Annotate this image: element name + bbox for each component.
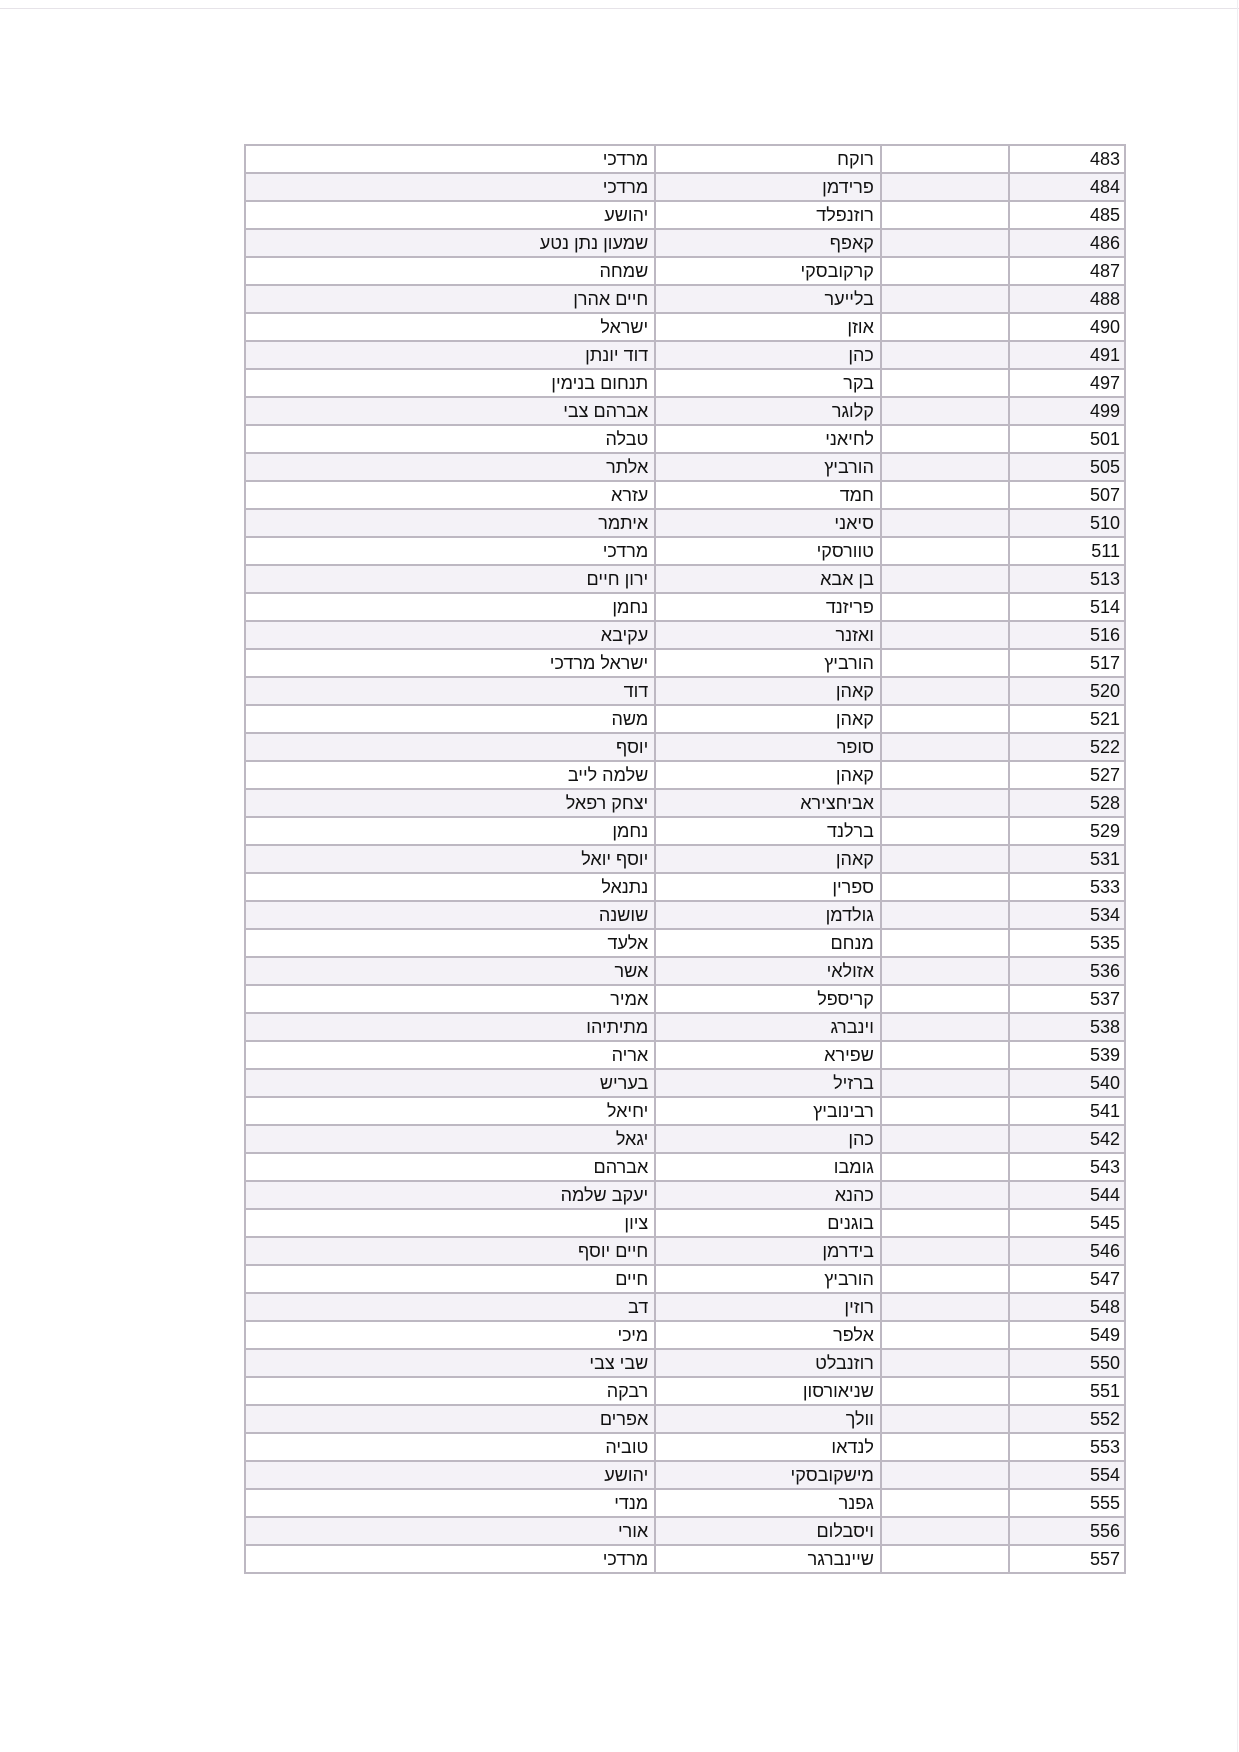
first-name-cell: משה: [246, 706, 656, 734]
first-name-cell: יוסף: [246, 734, 656, 762]
last-name-cell: גפנר: [656, 1490, 882, 1518]
number-cell: 514: [1010, 594, 1126, 622]
table-row: [246, 1294, 1126, 1322]
table-row: [246, 818, 1126, 846]
number-cell: 540: [1010, 1070, 1126, 1098]
first-name-cell: יחיאל: [246, 1098, 656, 1126]
first-name-cell: יהושע: [246, 202, 656, 230]
number-cell: 543: [1010, 1154, 1126, 1182]
first-name-cell: חיים יוסף: [246, 1238, 656, 1266]
table-row: [246, 1182, 1126, 1210]
last-name-cell: טוורסקי: [656, 538, 882, 566]
number-cell: 555: [1010, 1490, 1126, 1518]
table-row: [246, 1406, 1126, 1434]
number-cell: 542: [1010, 1126, 1126, 1154]
empty-cell: [882, 594, 1010, 622]
table-row: [246, 986, 1126, 1014]
last-name-cell: קלוגר: [656, 398, 882, 426]
last-name-cell: ברלנד: [656, 818, 882, 846]
last-name-cell: קאהן: [656, 706, 882, 734]
empty-cell: [882, 1070, 1010, 1098]
number-cell: 548: [1010, 1294, 1126, 1322]
empty-cell: [882, 1322, 1010, 1350]
number-cell: 522: [1010, 734, 1126, 762]
first-name-cell: אלתר: [246, 454, 656, 482]
number-cell: 511: [1010, 538, 1126, 566]
last-name-cell: קריספל: [656, 986, 882, 1014]
number-cell: 536: [1010, 958, 1126, 986]
empty-cell: [882, 1182, 1010, 1210]
empty-cell: [882, 482, 1010, 510]
last-name-cell: בן אבא: [656, 566, 882, 594]
first-name-cell: שושנה: [246, 902, 656, 930]
last-name-cell: בוגנים: [656, 1210, 882, 1238]
empty-cell: [882, 622, 1010, 650]
table-row: [246, 1518, 1126, 1546]
first-name-cell: שבי צבי: [246, 1350, 656, 1378]
empty-cell: [882, 1350, 1010, 1378]
number-cell: 487: [1010, 258, 1126, 286]
number-cell: 557: [1010, 1546, 1126, 1574]
table-row: [246, 342, 1126, 370]
first-name-cell: ישראל מרדכי: [246, 650, 656, 678]
table-row: [246, 678, 1126, 706]
last-name-cell: רוקח: [656, 146, 882, 174]
table-row: [246, 1266, 1126, 1294]
table-row: [246, 258, 1126, 286]
empty-cell: [882, 1210, 1010, 1238]
last-name-cell: ויסבלום: [656, 1518, 882, 1546]
empty-cell: [882, 258, 1010, 286]
last-name-cell: אביחצירא: [656, 790, 882, 818]
first-name-cell: אלעד: [246, 930, 656, 958]
last-name-cell: קאהן: [656, 762, 882, 790]
number-cell: 549: [1010, 1322, 1126, 1350]
empty-cell: [882, 706, 1010, 734]
empty-cell: [882, 370, 1010, 398]
number-cell: 539: [1010, 1042, 1126, 1070]
table-row: [246, 370, 1126, 398]
last-name-cell: רוזנפלד: [656, 202, 882, 230]
first-name-cell: מיכי: [246, 1322, 656, 1350]
empty-cell: [882, 790, 1010, 818]
first-name-cell: ירון חיים: [246, 566, 656, 594]
last-name-cell: הורביץ: [656, 650, 882, 678]
table-row: [246, 230, 1126, 258]
number-cell: 529: [1010, 818, 1126, 846]
number-cell: 545: [1010, 1210, 1126, 1238]
empty-cell: [882, 930, 1010, 958]
empty-cell: [882, 1098, 1010, 1126]
table-row: [246, 426, 1126, 454]
first-name-cell: אורי: [246, 1518, 656, 1546]
last-name-cell: אזולאי: [656, 958, 882, 986]
first-name-cell: נתנאל: [246, 874, 656, 902]
last-name-cell: וולך: [656, 1406, 882, 1434]
number-cell: 554: [1010, 1462, 1126, 1490]
table-row: [246, 734, 1126, 762]
last-name-cell: פריזנד: [656, 594, 882, 622]
number-cell: 497: [1010, 370, 1126, 398]
table-row: [246, 622, 1126, 650]
first-name-cell: רבקה: [246, 1378, 656, 1406]
page-top-rule: [0, 8, 1239, 9]
first-name-cell: טוביה: [246, 1434, 656, 1462]
number-cell: 544: [1010, 1182, 1126, 1210]
last-name-cell: לנדאו: [656, 1434, 882, 1462]
last-name-cell: מישקובסקי: [656, 1462, 882, 1490]
empty-cell: [882, 566, 1010, 594]
table-row: [246, 1210, 1126, 1238]
number-cell: 491: [1010, 342, 1126, 370]
last-name-cell: ואזנר: [656, 622, 882, 650]
first-name-cell: מנדי: [246, 1490, 656, 1518]
last-name-cell: ספרין: [656, 874, 882, 902]
number-cell: 510: [1010, 510, 1126, 538]
first-name-cell: מרדכי: [246, 538, 656, 566]
number-cell: 501: [1010, 426, 1126, 454]
empty-cell: [882, 1238, 1010, 1266]
empty-cell: [882, 846, 1010, 874]
empty-cell: [882, 1042, 1010, 1070]
empty-cell: [882, 818, 1010, 846]
last-name-cell: קאהן: [656, 846, 882, 874]
first-name-cell: יוסף יואל: [246, 846, 656, 874]
first-name-cell: שמחה: [246, 258, 656, 286]
last-name-cell: בלייער: [656, 286, 882, 314]
number-cell: 499: [1010, 398, 1126, 426]
number-cell: 490: [1010, 314, 1126, 342]
first-name-cell: אברהם: [246, 1154, 656, 1182]
table-row: [246, 650, 1126, 678]
first-name-cell: איתמר: [246, 510, 656, 538]
first-name-cell: דב: [246, 1294, 656, 1322]
first-name-cell: מרדכי: [246, 1546, 656, 1574]
table-row: [246, 1546, 1126, 1574]
last-name-cell: סופר: [656, 734, 882, 762]
first-name-cell: ישראל: [246, 314, 656, 342]
number-cell: 551: [1010, 1378, 1126, 1406]
last-name-cell: הורביץ: [656, 454, 882, 482]
empty-cell: [882, 1490, 1010, 1518]
first-name-cell: אמיר: [246, 986, 656, 1014]
first-name-cell: בעריש: [246, 1070, 656, 1098]
first-name-cell: חיים: [246, 1266, 656, 1294]
table-row: [246, 1490, 1126, 1518]
table-row: [246, 510, 1126, 538]
last-name-cell: שפירא: [656, 1042, 882, 1070]
first-name-cell: אריה: [246, 1042, 656, 1070]
empty-cell: [882, 986, 1010, 1014]
last-name-cell: סיאני: [656, 510, 882, 538]
empty-cell: [882, 426, 1010, 454]
table-row: [246, 1098, 1126, 1126]
empty-cell: [882, 342, 1010, 370]
first-name-cell: אשר: [246, 958, 656, 986]
empty-cell: [882, 1154, 1010, 1182]
last-name-cell: לחיאני: [656, 426, 882, 454]
names-table: [244, 144, 1126, 1574]
last-name-cell: גולדמן: [656, 902, 882, 930]
table-row: [246, 902, 1126, 930]
last-name-cell: פרידמן: [656, 174, 882, 202]
last-name-cell: שניאורסון: [656, 1378, 882, 1406]
empty-cell: [882, 202, 1010, 230]
first-name-cell: אברהם צבי: [246, 398, 656, 426]
table-row: [246, 202, 1126, 230]
number-cell: 521: [1010, 706, 1126, 734]
last-name-cell: גומבו: [656, 1154, 882, 1182]
number-cell: 527: [1010, 762, 1126, 790]
empty-cell: [882, 1462, 1010, 1490]
last-name-cell: קאפף: [656, 230, 882, 258]
table-row: [246, 1378, 1126, 1406]
first-name-cell: עזרא: [246, 482, 656, 510]
first-name-cell: חיים אהרן: [246, 286, 656, 314]
table-row: [246, 1042, 1126, 1070]
number-cell: 485: [1010, 202, 1126, 230]
number-cell: 535: [1010, 930, 1126, 958]
empty-cell: [882, 1294, 1010, 1322]
empty-cell: [882, 1434, 1010, 1462]
number-cell: 507: [1010, 482, 1126, 510]
empty-cell: [882, 958, 1010, 986]
last-name-cell: מנחם: [656, 930, 882, 958]
last-name-cell: כהן: [656, 342, 882, 370]
table-row: [246, 482, 1126, 510]
number-cell: 488: [1010, 286, 1126, 314]
last-name-cell: ברזיל: [656, 1070, 882, 1098]
first-name-cell: מרדכי: [246, 174, 656, 202]
empty-cell: [882, 734, 1010, 762]
empty-cell: [882, 874, 1010, 902]
last-name-cell: כהנא: [656, 1182, 882, 1210]
number-cell: 531: [1010, 846, 1126, 874]
number-cell: 517: [1010, 650, 1126, 678]
number-cell: 528: [1010, 790, 1126, 818]
first-name-cell: יהושע: [246, 1462, 656, 1490]
table-row: [246, 314, 1126, 342]
table-row: [246, 1350, 1126, 1378]
last-name-cell: אלפר: [656, 1322, 882, 1350]
empty-cell: [882, 398, 1010, 426]
empty-cell: [882, 1378, 1010, 1406]
empty-cell: [882, 678, 1010, 706]
empty-cell: [882, 510, 1010, 538]
first-name-cell: טבלה: [246, 426, 656, 454]
first-name-cell: תנחום בנימין: [246, 370, 656, 398]
first-name-cell: נחמן: [246, 594, 656, 622]
last-name-cell: רוזנבלט: [656, 1350, 882, 1378]
number-cell: 534: [1010, 902, 1126, 930]
last-name-cell: קאהן: [656, 678, 882, 706]
number-cell: 484: [1010, 174, 1126, 202]
table-row: [246, 1154, 1126, 1182]
table-row: [246, 874, 1126, 902]
empty-cell: [882, 1126, 1010, 1154]
first-name-cell: אפרים: [246, 1406, 656, 1434]
number-cell: 538: [1010, 1014, 1126, 1042]
number-cell: 486: [1010, 230, 1126, 258]
first-name-cell: יעקב שלמה: [246, 1182, 656, 1210]
number-cell: 553: [1010, 1434, 1126, 1462]
table-row: [246, 594, 1126, 622]
last-name-cell: קרקובסקי: [656, 258, 882, 286]
table-row: [246, 538, 1126, 566]
table-row: [246, 706, 1126, 734]
table-row: [246, 1462, 1126, 1490]
first-name-cell: שלמה לייב: [246, 762, 656, 790]
number-cell: 552: [1010, 1406, 1126, 1434]
table-row: [246, 1238, 1126, 1266]
empty-cell: [882, 230, 1010, 258]
first-name-cell: מרדכי: [246, 146, 656, 174]
table-row: [246, 1434, 1126, 1462]
table-row: [246, 1070, 1126, 1098]
number-cell: 556: [1010, 1518, 1126, 1546]
empty-cell: [882, 146, 1010, 174]
empty-cell: [882, 762, 1010, 790]
number-cell: 533: [1010, 874, 1126, 902]
last-name-cell: חמד: [656, 482, 882, 510]
table-row: [246, 398, 1126, 426]
empty-cell: [882, 538, 1010, 566]
last-name-cell: כהן: [656, 1126, 882, 1154]
last-name-cell: רוזין: [656, 1294, 882, 1322]
table-row: [246, 1322, 1126, 1350]
last-name-cell: הורביץ: [656, 1266, 882, 1294]
table-row: [246, 286, 1126, 314]
first-name-cell: נחמן: [246, 818, 656, 846]
empty-cell: [882, 902, 1010, 930]
number-cell: 483: [1010, 146, 1126, 174]
last-name-cell: שיינברגר: [656, 1546, 882, 1574]
first-name-cell: שמעון נתן נטע: [246, 230, 656, 258]
first-name-cell: דוד: [246, 678, 656, 706]
table-row: [246, 762, 1126, 790]
last-name-cell: בידרמן: [656, 1238, 882, 1266]
names-table-body: [246, 146, 1126, 1574]
last-name-cell: וינברג: [656, 1014, 882, 1042]
number-cell: 541: [1010, 1098, 1126, 1126]
table-row: [246, 454, 1126, 482]
number-cell: 547: [1010, 1266, 1126, 1294]
number-cell: 505: [1010, 454, 1126, 482]
empty-cell: [882, 454, 1010, 482]
empty-cell: [882, 1266, 1010, 1294]
empty-cell: [882, 1406, 1010, 1434]
empty-cell: [882, 286, 1010, 314]
first-name-cell: יגאל: [246, 1126, 656, 1154]
number-cell: 550: [1010, 1350, 1126, 1378]
table-row: [246, 958, 1126, 986]
page-right-rule: [1237, 0, 1238, 1752]
empty-cell: [882, 174, 1010, 202]
table-row: [246, 1014, 1126, 1042]
empty-cell: [882, 1518, 1010, 1546]
first-name-cell: דוד יונתן: [246, 342, 656, 370]
number-cell: 516: [1010, 622, 1126, 650]
number-cell: 513: [1010, 566, 1126, 594]
table-row: [246, 846, 1126, 874]
number-cell: 520: [1010, 678, 1126, 706]
first-name-cell: מתיתיהו: [246, 1014, 656, 1042]
table-row: [246, 146, 1126, 174]
empty-cell: [882, 314, 1010, 342]
table-row: [246, 566, 1126, 594]
table-row: [246, 930, 1126, 958]
empty-cell: [882, 1546, 1010, 1574]
table-row: [246, 790, 1126, 818]
first-name-cell: ציון: [246, 1210, 656, 1238]
last-name-cell: בקר: [656, 370, 882, 398]
first-name-cell: עקיבא: [246, 622, 656, 650]
table-row: [246, 174, 1126, 202]
first-name-cell: יצחק רפאל: [246, 790, 656, 818]
last-name-cell: אוזן: [656, 314, 882, 342]
last-name-cell: רבינוביץ: [656, 1098, 882, 1126]
empty-cell: [882, 650, 1010, 678]
empty-cell: [882, 1014, 1010, 1042]
table-row: [246, 1126, 1126, 1154]
number-cell: 537: [1010, 986, 1126, 1014]
number-cell: 546: [1010, 1238, 1126, 1266]
